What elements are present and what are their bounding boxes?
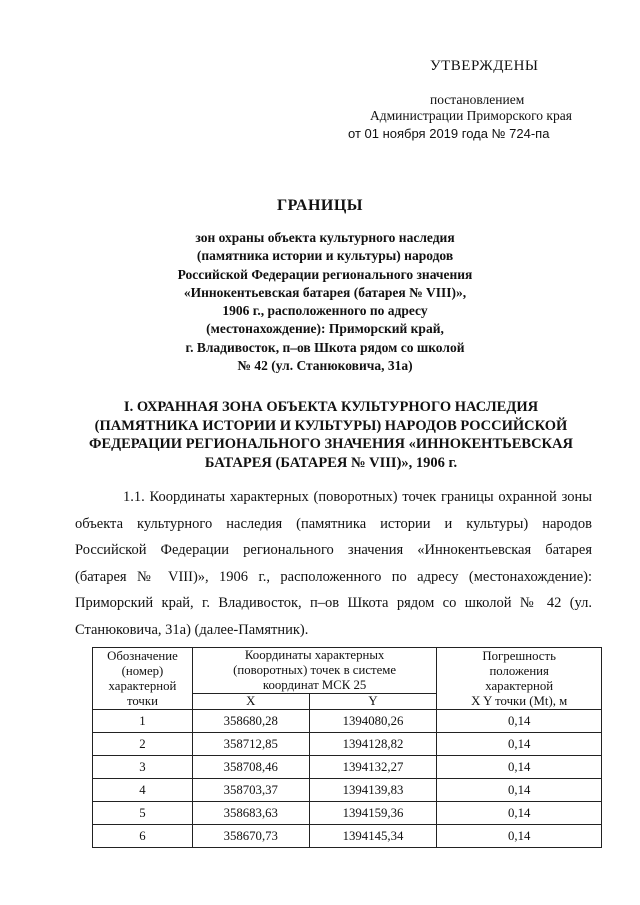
cell-point-number: 5 (93, 802, 193, 825)
header-line: (поворотных) точек в системе (233, 663, 397, 677)
subtitle-line: (местонахождение): Приморский край, (206, 321, 444, 337)
header-line: характерной (108, 678, 177, 693)
header-x: X (192, 694, 309, 710)
section-heading (70, 398, 592, 472)
cell-x: 358670,73 (192, 825, 309, 848)
cell-x: 358680,28 (192, 710, 309, 733)
header-line: X Y точки (Mt), м (471, 693, 568, 708)
table-row (93, 733, 602, 756)
approval-line-2: Администрации Приморского края (370, 108, 572, 123)
table-header-row (93, 648, 602, 694)
header-line: точки (126, 693, 158, 708)
table-row (93, 779, 602, 802)
document-title: ГРАНИЦЫ (276, 197, 363, 214)
header-line: характерной (485, 678, 554, 693)
cell-y: 1394139,83 (309, 779, 437, 802)
subtitle-line: г. Владивосток, п–ов Шкота рядом со школой (185, 339, 465, 355)
section-heading-line: БАТАРЕЯ (БАТАРЕЯ № VIII)», 1906 г. (204, 454, 458, 471)
header-line: Обозначение (107, 648, 178, 663)
cell-y: 1394080,26 (309, 710, 437, 733)
subtitle-line: (памятника истории и культуры) народов (196, 248, 454, 264)
cell-y: 1394128,82 (309, 733, 437, 756)
cell-x: 358703,37 (192, 779, 309, 802)
header-point-designation (93, 648, 193, 710)
section-heading-line: I. ОХРАННАЯ ЗОНА ОБЪЕКТА КУЛЬТУРНОГО НАСЛЕДИЯ (123, 399, 539, 415)
cell-y: 1394145,34 (309, 825, 437, 848)
cell-accuracy: 0,14 (437, 825, 602, 848)
section-heading-line: (ПАМЯТНИКА ИСТОРИИ И КУЛЬТУРЫ) НАРОДОВ РОССИЙСКОЙ (94, 417, 568, 434)
cell-x: 358708,46 (192, 756, 309, 779)
document-subtitle (100, 229, 550, 375)
header-line: Погрешность (482, 648, 556, 663)
subtitle-line: «Иннокентьевская батарея (батарея № VIII)», (183, 284, 467, 300)
cell-y: 1394132,27 (309, 756, 437, 779)
table-row (93, 710, 602, 733)
cell-accuracy: 0,14 (437, 802, 602, 825)
header-line: Координаты характерных (244, 648, 385, 662)
approval-heading: УТВЕРЖДЕНЫ (430, 58, 539, 74)
subtitle-line: 1906 г., расположенного по адресу (222, 303, 428, 319)
header-y: Y (309, 694, 437, 710)
table-row (93, 802, 602, 825)
cell-accuracy: 0,14 (437, 733, 602, 756)
section-heading-line: ФЕДЕРАЦИИ РЕГИОНАЛЬНОГО ЗНАЧЕНИЯ «ИННОКЕНТЬЕВСКАЯ (88, 436, 573, 452)
cell-point-number: 2 (93, 733, 193, 756)
cell-x: 358712,85 (192, 733, 309, 756)
cell-y: 1394159,36 (309, 802, 437, 825)
header-line: (номер) (121, 663, 164, 678)
cell-point-number: 6 (93, 825, 193, 848)
header-line: координат МСК 25 (262, 678, 367, 692)
body-paragraph: 1.1. Координаты характерных (поворотных) точек границы охранной зоны объекта культурного наследия (памятника истории и культуры) народов Российской Федерации регионального значения «Иннокентьевская батарея (батарея № VIII)», 1906 г., расположенного по адресу (местонахождение): Приморский край, г. Владивосток, п–ов Шкота рядом со школой № 42 (ул. Станюковича, 31а) (далее-Памятник). (75, 489, 592, 638)
cell-point-number: 4 (93, 779, 193, 802)
header-coordinates (192, 648, 436, 694)
subtitle-line: № 42 (ул. Станюковича, 31а) (237, 358, 413, 374)
cell-accuracy: 0,14 (437, 710, 602, 733)
subtitle-line: Российской Федерации регионального значения (177, 266, 473, 282)
cell-x: 358683,63 (192, 802, 309, 825)
table-row (93, 756, 602, 779)
cell-accuracy: 0,14 (437, 756, 602, 779)
cell-accuracy: 0,14 (437, 779, 602, 802)
table-row (93, 825, 602, 848)
cell-point-number: 1 (93, 710, 193, 733)
approval-line-1: постановлением (430, 92, 525, 107)
cell-point-number: 3 (93, 756, 193, 779)
coordinates-table (92, 647, 602, 848)
header-line: положения (489, 663, 549, 678)
header-accuracy (437, 648, 602, 710)
subtitle-line: зон охраны объекта культурного наследия (195, 230, 455, 245)
approval-date-number: от 01 ноября 2019 года № 724-па (348, 126, 550, 141)
